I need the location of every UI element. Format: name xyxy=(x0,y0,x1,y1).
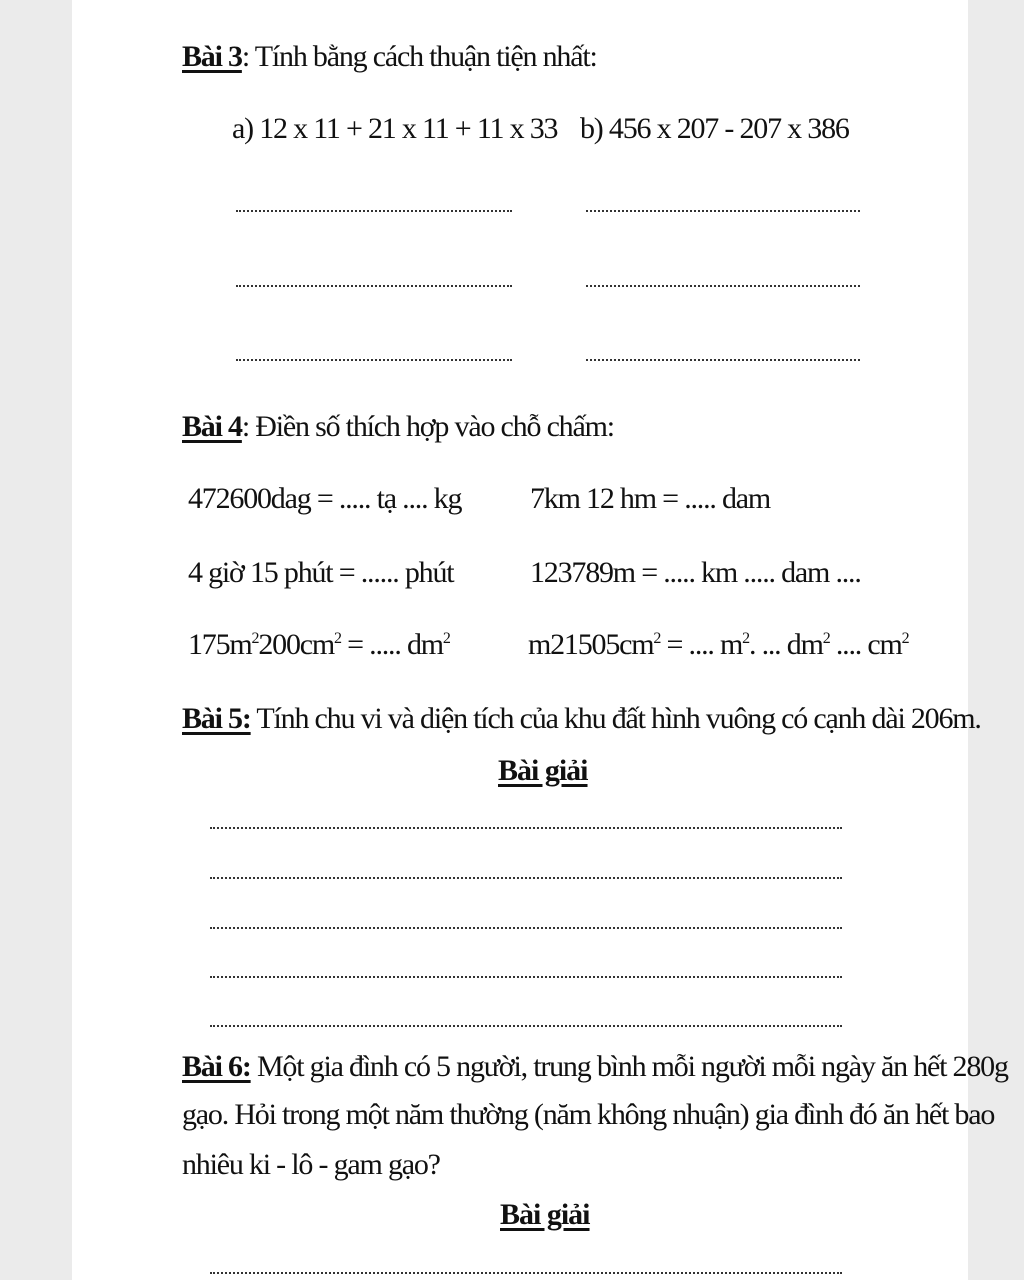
bai5-answer-line-4 xyxy=(210,976,842,978)
bai5-answer-line-2 xyxy=(210,877,842,879)
bai5-answer-line-5 xyxy=(210,1025,842,1027)
bai4-row2-left: 4 giờ 15 phút = ...... phút xyxy=(188,556,454,589)
bai3-part-a: a) 12 x 11 + 21 x 11 + 11 x 33 xyxy=(232,112,558,145)
answer-line-b1 xyxy=(586,210,860,212)
bai6-question-line3: nhiêu ki - lô - gam gạo? xyxy=(182,1148,440,1181)
answer-line-b2 xyxy=(586,285,860,287)
bai5-solution-title: Bài giải xyxy=(498,754,588,787)
bai3-part-b: b) 456 x 207 - 207 x 386 xyxy=(580,112,849,145)
bai4-r3-right-b: = .... m xyxy=(660,628,743,661)
sup-2: 2 xyxy=(742,630,749,647)
bai4-r3-left-b: 200cm xyxy=(258,628,335,661)
bai6-question-line2: gạo. Hỏi trong một năm thường (năm không nhuận) gia đình đó ăn hết bao xyxy=(182,1098,995,1131)
bai5-heading xyxy=(182,702,981,736)
sup-2: 2 xyxy=(901,630,909,647)
bai4-row3-left xyxy=(188,628,450,662)
sup-2: 2 xyxy=(442,630,450,647)
bai4-r3-left-a: 175m xyxy=(188,628,252,661)
bai4-instruction: : Điền số thích hợp vào chỗ chấm: xyxy=(241,410,614,443)
bai4-row1-right: 7km 12 hm = ..... dam xyxy=(530,482,771,515)
bai3-instruction: : Tính bằng cách thuận tiện nhất: xyxy=(241,40,597,73)
bai6-answer-line-1 xyxy=(210,1272,842,1274)
bai6-label: Bài 6: xyxy=(182,1050,251,1083)
bai4-r3-left-c: = ..... dm xyxy=(340,628,443,661)
bai4-r3-right-a: m21505cm xyxy=(528,628,654,661)
bai4-row2-right: 123789m = ..... km ..... dam .... xyxy=(530,556,861,589)
bai6-heading xyxy=(182,1050,1008,1084)
answer-line-a2 xyxy=(236,285,512,287)
answer-line-a1 xyxy=(236,210,512,212)
bai4-r3-right-d: .... cm xyxy=(829,628,902,661)
bai4-heading xyxy=(182,410,614,444)
sup-2: 2 xyxy=(334,630,341,647)
bai4-row3-right xyxy=(528,628,908,662)
answer-line-a3 xyxy=(236,359,512,361)
sup-2: 2 xyxy=(653,630,661,647)
bai5-answer-line-1 xyxy=(210,827,842,829)
bai4-label: Bài 4 xyxy=(182,410,242,443)
answer-line-b3 xyxy=(586,359,860,361)
bai3-label: Bài 3 xyxy=(182,40,242,73)
bai6-question-line1: Một gia đình có 5 người, trung bình mỗi người mỗi ngày ăn hết 280g xyxy=(250,1050,1008,1083)
bai4-row1-left: 472600dag = ..... tạ .... kg xyxy=(188,482,462,515)
sup-2: 2 xyxy=(822,630,830,647)
sup-2: 2 xyxy=(251,630,259,647)
bai3-heading xyxy=(182,40,597,74)
bai5-answer-line-3 xyxy=(210,927,842,929)
bai5-question: Tính chu vi và diện tích của khu đất hình vuông có cạnh dài 206m. xyxy=(250,702,981,735)
worksheet-page xyxy=(72,0,1008,1280)
bai5-label: Bài 5: xyxy=(182,702,251,735)
bai4-r3-right-c: . ... dm xyxy=(748,628,823,661)
bai6-solution-title: Bài giải xyxy=(500,1198,590,1231)
